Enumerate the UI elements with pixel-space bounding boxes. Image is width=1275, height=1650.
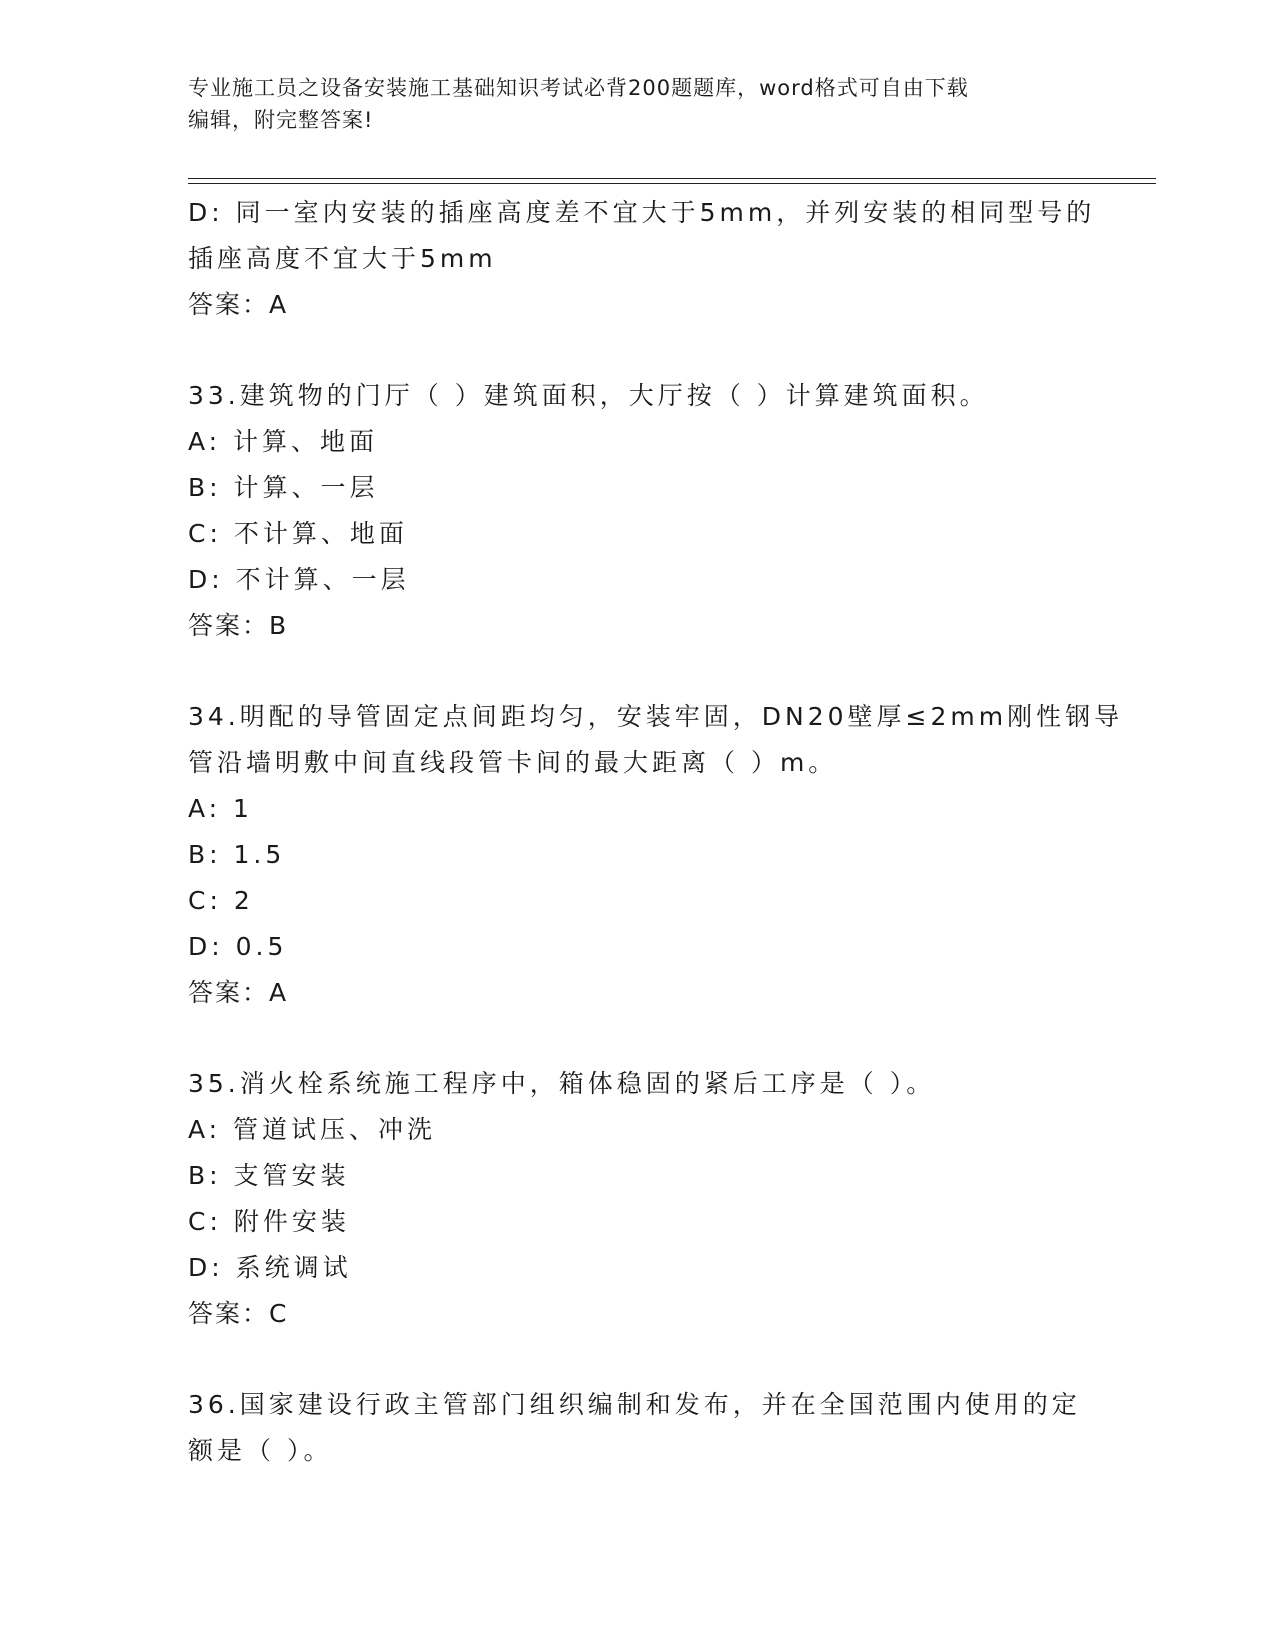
question-block-33 [188,373,1088,649]
page-header [188,72,1068,136]
header-line-2: 编辑，附完整答案! [188,108,374,132]
question-text-line-1: 34.明配的导管固定点间距均匀，安装牢固，DN20壁厚≤2mm刚性钢导 [188,702,1124,731]
spacer [188,1016,1088,1061]
question-text-line-2: 管沿墙明敷中间直线段管卡间的最大距离（ ）m。 [188,748,838,777]
option-d: D: 0.5 [188,932,288,961]
option-c: C: 不计算、地面 [188,519,408,548]
spacer [188,1337,1088,1382]
option-c: C: 附件安装 [188,1207,350,1236]
header-divider-bottom [188,183,1156,184]
option-d-line-1: D: 同一室内安装的插座高度差不宜大于5mm，并列安装的相同型号的 [188,198,1096,227]
question-text-line-1: 36.国家建设行政主管部门组织编制和发布，并在全国范围内使用的定 [188,1390,1081,1419]
option-a: A: 计算、地面 [188,427,379,456]
option-b: B: 计算、一层 [188,473,379,502]
option-d: D: 系统调试 [188,1253,352,1282]
option-a: A: 管道试压、冲洗 [188,1115,437,1144]
spacer [188,328,1088,373]
option-b: B: 支管安装 [188,1161,350,1190]
question-text: 33.建筑物的门厅（ ）建筑面积，大厅按（ ）计算建筑面积。 [188,381,989,410]
spacer [188,649,1088,694]
option-c: C: 2 [188,886,254,915]
question-block-36 [188,1382,1088,1474]
option-a: A: 1 [188,794,253,823]
answer-label: 答案：B [188,611,289,640]
answer-label: 答案：A [188,978,289,1007]
question-block-32 [188,190,1096,328]
option-d: D: 不计算、一层 [188,565,410,594]
option-b: B: 1.5 [188,840,286,869]
question-content [188,190,1124,1474]
option-d-line-2: 插座高度不宜大于5mm [188,244,497,273]
question-block-34 [188,694,1124,1016]
question-text: 35.消火栓系统施工程序中，箱体稳固的紧后工序是（ ）。 [188,1069,936,1098]
question-block-35 [188,1061,1088,1337]
answer-label: 答案：C [188,1299,289,1328]
header-divider-top [188,178,1156,179]
question-text-line-2: 额是（ ）。 [188,1436,333,1465]
header-line-1: 专业施工员之设备安装施工基础知识考试必背200题题库，word格式可自由下载 [188,76,969,100]
answer-label: 答案：A [188,290,289,319]
